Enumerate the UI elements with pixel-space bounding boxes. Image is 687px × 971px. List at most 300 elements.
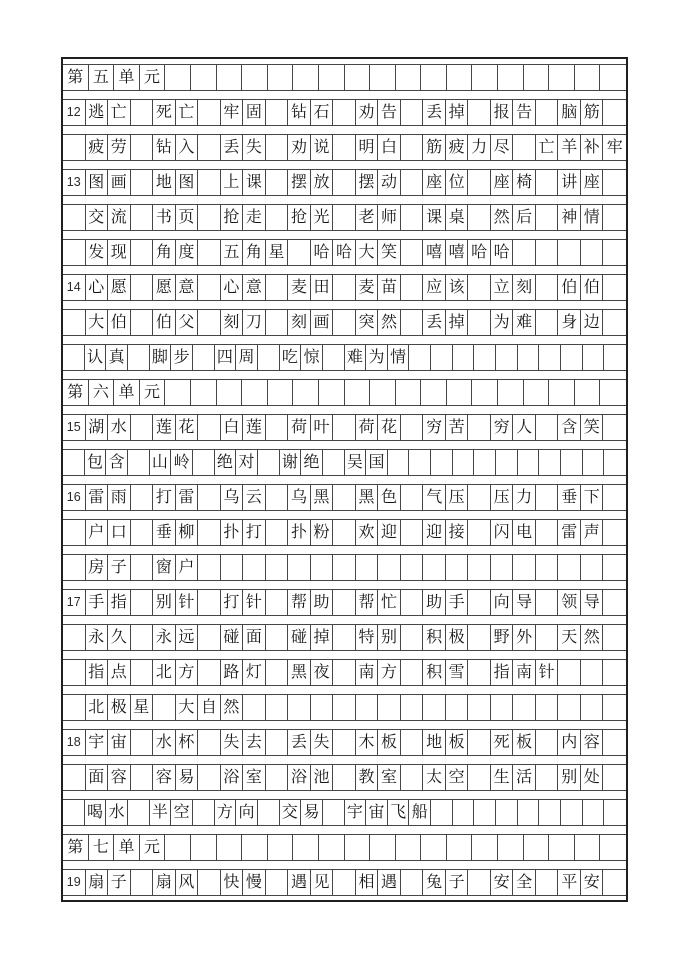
row-spacer xyxy=(63,406,626,414)
empty-cell xyxy=(131,135,154,160)
empty-cell xyxy=(401,205,424,230)
empty-cell xyxy=(198,555,221,580)
char-cell: 劳 xyxy=(108,135,131,160)
char-cell: 迎 xyxy=(378,520,401,545)
char-cell: 宙 xyxy=(366,800,388,825)
lesson-number-cell: 14 xyxy=(63,275,86,300)
empty-cell xyxy=(603,870,626,895)
char-cell: 真 xyxy=(106,345,128,370)
char-cell: 室 xyxy=(243,765,266,790)
char-cell: 吃 xyxy=(280,345,302,370)
row-spacer xyxy=(63,651,626,659)
empty-cell xyxy=(401,625,424,650)
empty-cell xyxy=(266,660,289,685)
char-cell: 方 xyxy=(378,660,401,685)
char-cell: 平 xyxy=(558,870,581,895)
char-cell: 第 xyxy=(63,835,89,860)
empty-cell xyxy=(446,555,469,580)
char-cell: 图 xyxy=(86,170,109,195)
char-cell: 子 xyxy=(108,870,131,895)
word-row xyxy=(63,764,626,791)
empty-cell xyxy=(221,555,244,580)
empty-cell xyxy=(333,520,356,545)
char-cell: 荷 xyxy=(288,415,311,440)
char-cell: 亡 xyxy=(536,135,559,160)
char-cell: 告 xyxy=(378,100,401,125)
word-row xyxy=(63,99,626,126)
char-cell: 哈 xyxy=(333,240,356,265)
empty-cell xyxy=(153,695,176,720)
char-cell: 安 xyxy=(491,870,514,895)
empty-cell xyxy=(468,660,491,685)
empty-cell xyxy=(198,275,221,300)
char-cell: 身 xyxy=(558,310,581,335)
empty-cell xyxy=(472,380,498,405)
empty-cell xyxy=(558,555,581,580)
empty-cell xyxy=(198,730,221,755)
empty-cell xyxy=(131,555,154,580)
char-cell: 板 xyxy=(446,730,469,755)
empty-cell xyxy=(63,660,86,685)
empty-cell xyxy=(388,450,410,475)
char-cell: 针 xyxy=(243,590,266,615)
empty-cell xyxy=(401,730,424,755)
empty-cell xyxy=(401,870,424,895)
char-cell: 为 xyxy=(491,310,514,335)
char-cell: 座 xyxy=(423,170,446,195)
word-row xyxy=(63,624,626,651)
char-cell: 气 xyxy=(423,485,446,510)
char-cell: 意 xyxy=(243,275,266,300)
empty-cell xyxy=(333,765,356,790)
char-cell: 椅 xyxy=(513,170,536,195)
empty-cell xyxy=(600,65,626,90)
empty-cell xyxy=(536,765,559,790)
empty-cell xyxy=(396,65,422,90)
char-cell: 叶 xyxy=(311,415,334,440)
empty-cell xyxy=(345,380,371,405)
char-cell: 面 xyxy=(243,625,266,650)
char-cell: 钻 xyxy=(288,100,311,125)
char-cell: 乌 xyxy=(288,485,311,510)
empty-cell xyxy=(243,695,266,720)
unit-header-row xyxy=(63,64,626,91)
empty-cell xyxy=(396,835,422,860)
empty-cell xyxy=(401,695,424,720)
char-cell: 水 xyxy=(108,415,131,440)
char-cell: 元 xyxy=(140,65,166,90)
empty-cell xyxy=(468,275,491,300)
empty-cell xyxy=(266,520,289,545)
empty-cell xyxy=(63,345,85,370)
empty-cell xyxy=(401,660,424,685)
empty-cell xyxy=(603,730,626,755)
char-cell: 笑 xyxy=(378,240,401,265)
empty-cell xyxy=(63,765,86,790)
char-cell: 掉 xyxy=(446,310,469,335)
char-cell: 扇 xyxy=(86,870,109,895)
empty-cell xyxy=(524,380,550,405)
char-cell: 接 xyxy=(446,520,469,545)
empty-cell xyxy=(333,590,356,615)
empty-cell xyxy=(472,65,498,90)
empty-cell xyxy=(518,450,540,475)
empty-cell xyxy=(131,625,154,650)
char-cell: 远 xyxy=(176,625,199,650)
char-cell: 摆 xyxy=(356,170,379,195)
char-cell: 浴 xyxy=(221,765,244,790)
empty-cell xyxy=(63,205,86,230)
empty-cell xyxy=(333,555,356,580)
char-cell: 掉 xyxy=(311,625,334,650)
empty-cell xyxy=(378,555,401,580)
empty-cell xyxy=(198,870,221,895)
char-cell: 放 xyxy=(311,170,334,195)
char-cell: 宇 xyxy=(345,800,367,825)
char-cell: 丢 xyxy=(423,310,446,335)
word-row xyxy=(63,729,626,756)
char-cell: 宙 xyxy=(108,730,131,755)
empty-cell xyxy=(468,170,491,195)
empty-cell xyxy=(242,835,268,860)
char-cell: 大 xyxy=(176,695,199,720)
char-cell: 力 xyxy=(513,485,536,510)
empty-cell xyxy=(603,310,626,335)
char-cell: 闪 xyxy=(491,520,514,545)
empty-cell xyxy=(198,765,221,790)
char-cell: 失 xyxy=(311,730,334,755)
empty-cell xyxy=(401,765,424,790)
unit-header-row xyxy=(63,379,626,406)
char-cell: 导 xyxy=(581,590,604,615)
char-cell: 画 xyxy=(311,310,334,335)
empty-cell xyxy=(198,520,221,545)
empty-cell xyxy=(131,310,154,335)
char-cell: 北 xyxy=(153,660,176,685)
empty-cell xyxy=(431,345,453,370)
char-cell: 伯 xyxy=(558,275,581,300)
char-cell: 压 xyxy=(491,485,514,510)
empty-cell xyxy=(63,450,85,475)
char-cell: 角 xyxy=(153,240,176,265)
empty-cell xyxy=(198,240,221,265)
empty-cell xyxy=(536,415,559,440)
char-cell: 风 xyxy=(176,870,199,895)
char-cell: 宇 xyxy=(86,730,109,755)
char-cell: 碰 xyxy=(221,625,244,650)
char-cell: 上 xyxy=(221,170,244,195)
char-cell: 牢 xyxy=(606,138,623,156)
empty-cell xyxy=(128,450,150,475)
char-cell: 劝 xyxy=(288,135,311,160)
char-cell: 动 xyxy=(378,170,401,195)
char-cell: 云 xyxy=(243,485,266,510)
char-cell: 位 xyxy=(446,170,469,195)
empty-cell xyxy=(603,485,626,510)
empty-cell xyxy=(370,65,396,90)
empty-cell xyxy=(333,415,356,440)
word-row xyxy=(63,274,626,301)
empty-cell xyxy=(539,450,561,475)
char-cell: 向 xyxy=(491,590,514,615)
char-cell: 极 xyxy=(108,695,131,720)
empty-cell xyxy=(468,555,491,580)
row-spacer xyxy=(63,371,626,379)
empty-cell xyxy=(401,555,424,580)
empty-cell xyxy=(453,800,475,825)
empty-cell xyxy=(468,870,491,895)
char-cell: 筋 xyxy=(581,100,604,125)
empty-cell xyxy=(370,835,396,860)
char-cell: 碰 xyxy=(288,625,311,650)
char-cell: 抢 xyxy=(288,205,311,230)
empty-cell xyxy=(242,380,268,405)
unit-header-row xyxy=(63,834,626,861)
char-cell: 失 xyxy=(243,135,266,160)
empty-cell xyxy=(319,380,345,405)
char-cell: 穷 xyxy=(491,415,514,440)
empty-cell xyxy=(243,555,266,580)
char-cell: 岭 xyxy=(171,450,193,475)
row-spacer xyxy=(63,441,626,449)
char-cell: 相 xyxy=(356,870,379,895)
char-cell: 说 xyxy=(311,135,334,160)
char-cell: 伯 xyxy=(581,275,604,300)
char-cell: 池 xyxy=(311,765,334,790)
char-cell: 窗 xyxy=(153,555,176,580)
empty-cell xyxy=(401,135,424,160)
empty-cell xyxy=(131,520,154,545)
char-cell: 乌 xyxy=(221,485,244,510)
char-cell: 永 xyxy=(86,625,109,650)
empty-cell xyxy=(536,100,559,125)
empty-cell xyxy=(539,345,561,370)
empty-cell xyxy=(604,800,626,825)
row-spacer xyxy=(63,196,626,204)
char-cell: 应 xyxy=(423,275,446,300)
char-cell: 雪 xyxy=(446,660,469,685)
empty-cell xyxy=(536,625,559,650)
char-cell: 后 xyxy=(513,205,536,230)
empty-cell xyxy=(131,100,154,125)
char-cell: 刻 xyxy=(221,310,244,335)
empty-cell xyxy=(583,450,605,475)
char-cell: 兔 xyxy=(423,870,446,895)
empty-cell xyxy=(446,695,469,720)
char-cell: 步 xyxy=(171,345,193,370)
empty-cell xyxy=(575,380,601,405)
empty-cell xyxy=(603,520,626,545)
empty-cell xyxy=(311,695,334,720)
char-cell: 欢 xyxy=(356,520,379,545)
char-cell: 现 xyxy=(108,240,131,265)
char-cell: 国 xyxy=(366,450,388,475)
empty-cell xyxy=(468,310,491,335)
empty-cell xyxy=(266,310,289,335)
char-cell: 亡 xyxy=(176,100,199,125)
empty-cell xyxy=(378,695,401,720)
char-cell: 明 xyxy=(356,135,379,160)
char-cell: 子 xyxy=(108,555,131,580)
char-cell: 情 xyxy=(388,345,410,370)
char-cell: 白 xyxy=(378,135,401,160)
char-cell: 亡 xyxy=(108,100,131,125)
word-row xyxy=(63,554,626,581)
char-cell: 北 xyxy=(86,695,109,720)
char-cell: 含 xyxy=(106,450,128,475)
empty-cell xyxy=(131,240,154,265)
char-cell: 别 xyxy=(378,625,401,650)
empty-cell xyxy=(323,450,345,475)
empty-cell xyxy=(401,170,424,195)
char-cell: 报 xyxy=(491,100,514,125)
empty-cell xyxy=(518,800,540,825)
char-cell: 疲 xyxy=(86,135,109,160)
table-bottom-strip xyxy=(63,896,626,900)
char-cell: 含 xyxy=(558,415,581,440)
char-cell: 哈 xyxy=(491,240,514,265)
char-cell: 自 xyxy=(198,695,221,720)
word-row xyxy=(63,694,626,721)
empty-cell xyxy=(217,65,243,90)
char-cell: 水 xyxy=(106,800,128,825)
empty-cell xyxy=(131,485,154,510)
empty-cell xyxy=(468,520,491,545)
empty-cell xyxy=(63,520,86,545)
char-cell: 半 xyxy=(150,800,172,825)
empty-cell xyxy=(63,800,85,825)
word-row xyxy=(63,519,626,546)
word-row xyxy=(63,449,626,476)
empty-cell xyxy=(453,345,475,370)
char-cell: 五 xyxy=(221,240,244,265)
empty-cell xyxy=(474,800,496,825)
empty-cell xyxy=(266,485,289,510)
empty-cell xyxy=(128,800,150,825)
empty-cell xyxy=(536,590,559,615)
char-cell: 容 xyxy=(581,730,604,755)
empty-cell xyxy=(131,730,154,755)
char-cell: 力 xyxy=(468,135,491,160)
char-cell: 水 xyxy=(153,730,176,755)
empty-cell xyxy=(333,170,356,195)
empty-cell xyxy=(198,100,221,125)
row-spacer xyxy=(63,791,626,799)
char-cell: 图 xyxy=(176,170,199,195)
empty-cell xyxy=(333,100,356,125)
empty-cell xyxy=(266,695,289,720)
char-cell: 苗 xyxy=(378,275,401,300)
empty-cell xyxy=(401,310,424,335)
char-cell: 立 xyxy=(491,275,514,300)
char-cell: 特 xyxy=(356,625,379,650)
char-cell: 打 xyxy=(243,520,266,545)
empty-cell xyxy=(575,65,601,90)
empty-cell xyxy=(191,65,217,90)
empty-cell xyxy=(345,835,371,860)
char-cell: 易 xyxy=(176,765,199,790)
char-cell: 别 xyxy=(558,765,581,790)
row-spacer xyxy=(63,511,626,519)
empty-cell xyxy=(370,380,396,405)
word-row xyxy=(63,239,626,266)
char-cell: 指 xyxy=(86,660,109,685)
empty-cell xyxy=(581,695,604,720)
char-cell: 太 xyxy=(423,765,446,790)
empty-cell xyxy=(242,65,268,90)
char-cell: 对 xyxy=(236,450,258,475)
empty-cell xyxy=(333,275,356,300)
char-cell: 白 xyxy=(221,415,244,440)
char-cell: 莲 xyxy=(153,415,176,440)
empty-cell xyxy=(401,100,424,125)
empty-cell xyxy=(198,415,221,440)
empty-cell xyxy=(423,555,446,580)
char-cell: 石 xyxy=(311,100,334,125)
empty-cell xyxy=(191,380,217,405)
char-cell: 尽 xyxy=(491,135,514,160)
empty-cell xyxy=(131,275,154,300)
char-cell: 周 xyxy=(236,345,258,370)
char-cell: 边 xyxy=(581,310,604,335)
char-cell: 流 xyxy=(108,205,131,230)
char-cell: 手 xyxy=(446,590,469,615)
empty-cell xyxy=(293,380,319,405)
char-cell: 遇 xyxy=(288,870,311,895)
char-cell: 意 xyxy=(176,275,199,300)
word-row xyxy=(63,344,626,371)
empty-cell xyxy=(217,380,243,405)
empty-cell xyxy=(345,65,371,90)
empty-cell xyxy=(198,485,221,510)
char-cell: 哈 xyxy=(311,240,334,265)
char-cell: 慢 xyxy=(243,870,266,895)
empty-cell xyxy=(536,870,559,895)
char-cell: 喝 xyxy=(85,800,107,825)
char-cell: 容 xyxy=(108,765,131,790)
char-cell: 认 xyxy=(85,345,107,370)
vocab-table xyxy=(61,57,628,902)
empty-cell xyxy=(536,240,559,265)
char-cell: 田 xyxy=(311,275,334,300)
word-row xyxy=(63,169,626,196)
char-cell: 南 xyxy=(356,660,379,685)
empty-cell xyxy=(217,835,243,860)
char-cell: 丢 xyxy=(423,100,446,125)
char-cell: 扇 xyxy=(153,870,176,895)
empty-cell xyxy=(401,415,424,440)
empty-cell xyxy=(266,590,289,615)
row-spacer xyxy=(63,161,626,169)
char-cell: 羊 xyxy=(558,135,581,160)
char-cell: 失 xyxy=(221,730,244,755)
empty-cell xyxy=(603,240,626,265)
char-cell: 六 xyxy=(89,380,115,405)
char-cell: 星 xyxy=(131,695,154,720)
char-cell: 声 xyxy=(581,520,604,545)
empty-cell xyxy=(198,590,221,615)
empty-cell xyxy=(583,800,605,825)
row-spacer xyxy=(63,721,626,729)
char-cell: 固 xyxy=(243,100,266,125)
char-cell: 电 xyxy=(513,520,536,545)
empty-cell xyxy=(198,170,221,195)
empty-cell xyxy=(603,660,626,685)
empty-cell xyxy=(524,835,550,860)
empty-cell xyxy=(603,555,626,580)
empty-cell xyxy=(266,730,289,755)
char-cell: 牢 xyxy=(221,100,244,125)
